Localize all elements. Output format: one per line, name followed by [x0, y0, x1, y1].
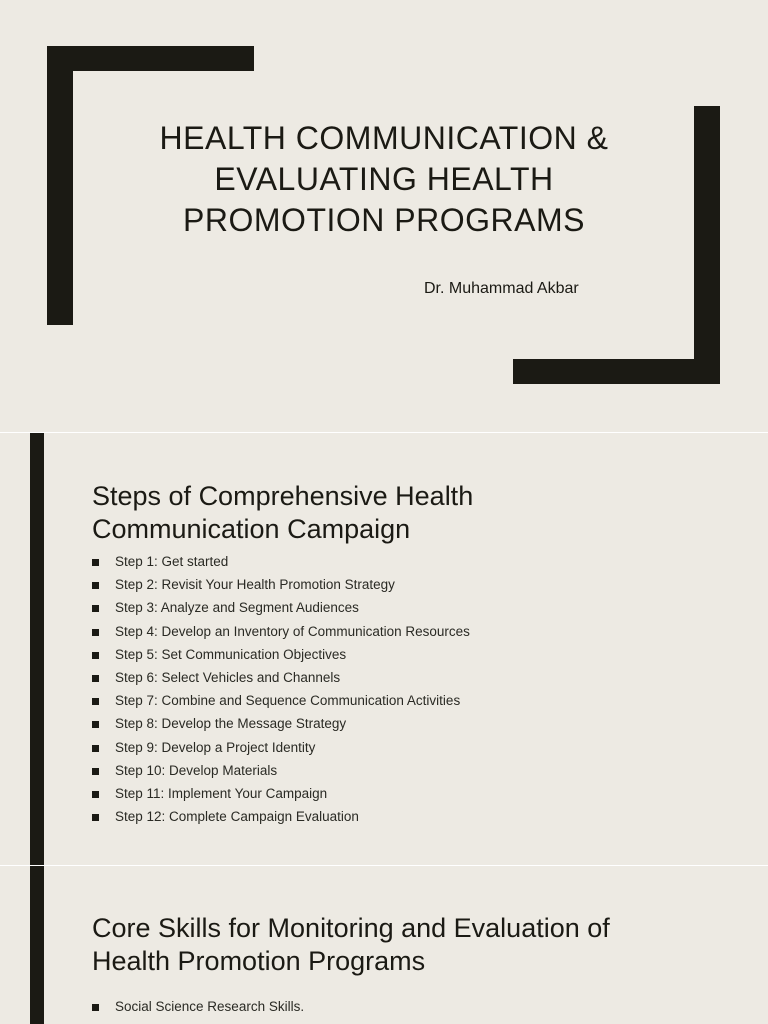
author-name: Dr. Muhammad Akbar — [424, 280, 579, 297]
list-item — [92, 666, 470, 689]
list-item — [92, 596, 470, 619]
bullet-square-icon — [92, 629, 99, 636]
list-item-text: Step 11: Implement Your Campaign — [115, 786, 328, 802]
bullet-square-icon — [92, 559, 99, 566]
list-item — [92, 573, 470, 596]
core-skills-slide — [0, 866, 768, 1024]
bullet-square-icon — [92, 1004, 99, 1011]
bullet-square-icon — [92, 745, 99, 752]
bullet-square-icon — [92, 768, 99, 775]
heading-line: Core Skills for Monitoring and Evaluation of — [92, 913, 610, 943]
list-item-text: Social Science Research Skills. — [115, 999, 305, 1014]
heading-line: Communication Campaign — [92, 514, 411, 544]
list-item — [92, 995, 304, 1018]
heading-line: Steps of Comprehensive Health — [92, 481, 474, 511]
list-item — [92, 712, 470, 735]
list-item-text: Step 12: Complete Campaign Evaluation — [115, 809, 359, 825]
list-item — [92, 782, 470, 805]
heading-line: Health Promotion Programs — [92, 946, 426, 976]
list-item — [92, 620, 470, 643]
list-item-text: Step 4: Develop an Inventory of Communication Resources — [115, 623, 470, 639]
corner-bracket-bottom-right-horizontal — [513, 359, 720, 384]
slide-heading — [92, 912, 610, 978]
title-line: PROMOTION PROGRAMS — [183, 202, 585, 238]
title-line: HEALTH COMMUNICATION & — [159, 120, 609, 156]
left-accent-bar — [30, 866, 44, 1024]
list-item-text: Step 2: Revisit Your Health Promotion Strategy — [115, 577, 395, 593]
bullet-square-icon — [92, 605, 99, 612]
list-item-text: Step 9: Develop a Project Identity — [115, 739, 316, 755]
list-item — [92, 736, 470, 759]
list-item — [92, 550, 470, 573]
left-accent-bar — [30, 433, 44, 865]
list-item-text: Step 3: Analyze and Segment Audiences — [115, 600, 359, 616]
title-slide — [0, 0, 768, 432]
presentation-title — [120, 118, 648, 241]
list-item-text: Step 7: Combine and Sequence Communication Activities — [115, 693, 461, 709]
list-item-text: Step 8: Develop the Message Strategy — [115, 716, 347, 732]
steps-slide — [0, 433, 768, 865]
list-item-text: Step 1: Get started — [115, 554, 229, 569]
bullet-square-icon — [92, 582, 99, 589]
bullet-square-icon — [92, 652, 99, 659]
skills-list — [92, 995, 304, 1018]
list-item — [92, 643, 470, 666]
list-item — [92, 689, 470, 712]
bullet-square-icon — [92, 791, 99, 798]
steps-list — [92, 550, 470, 828]
list-item-text: Step 6: Select Vehicles and Channels — [115, 670, 341, 686]
bullet-square-icon — [92, 698, 99, 705]
list-item — [92, 805, 470, 828]
bullet-square-icon — [92, 675, 99, 682]
title-line: EVALUATING HEALTH — [214, 161, 554, 197]
bullet-square-icon — [92, 814, 99, 821]
corner-bracket-top-left-vertical — [47, 46, 73, 325]
slide-heading — [92, 480, 473, 546]
list-item-text: Step 10: Develop Materials — [115, 762, 278, 778]
list-item-text: Step 5: Set Communication Objectives — [115, 646, 347, 662]
corner-bracket-top-left-horizontal — [47, 46, 254, 71]
bullet-square-icon — [92, 721, 99, 728]
list-item — [92, 759, 470, 782]
corner-bracket-bottom-right-vertical — [694, 106, 720, 384]
